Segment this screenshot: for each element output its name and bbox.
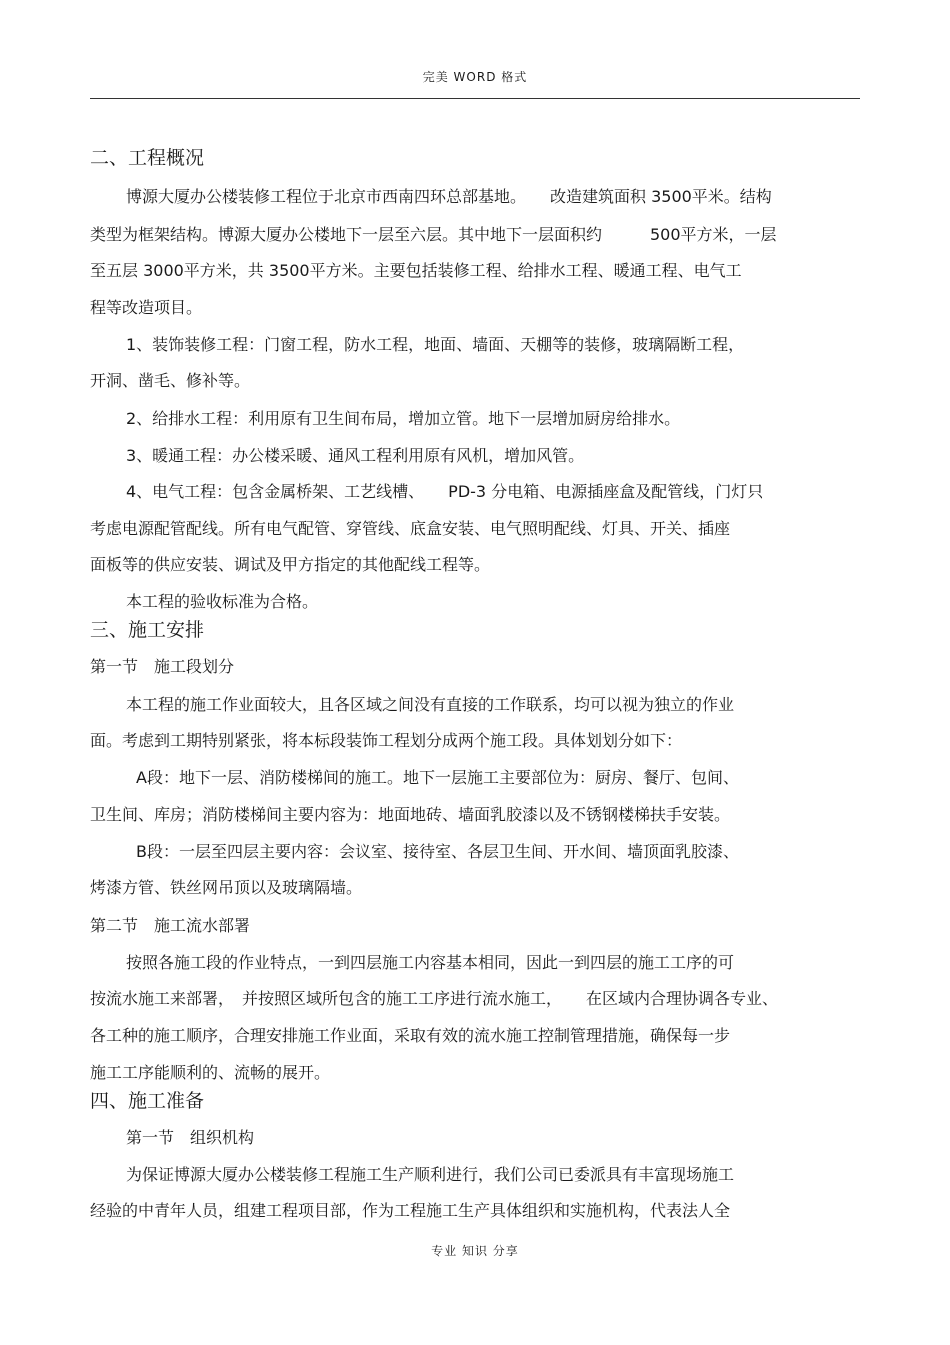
paragraph-line: 各工种的施工顺序，合理安排施工作业面，采取有效的流水施工控制管理措施，确保每一步 bbox=[90, 1026, 731, 1045]
page-header: 完美 WORD 格式 bbox=[422, 70, 528, 84]
paragraph-line: 经验的中青年人员，组建工程项目部，作为工程施工生产具体组织和实施机构，代表法人全 bbox=[90, 1201, 731, 1220]
paragraph-line: 3、暖通工程：办公楼采暖、通风工程利用原有风机，增加风管。 bbox=[126, 446, 585, 465]
paragraph-line: 博源大厦办公楼装修工程位于北京市西南四环总部基地。 改造建筑面积 3500平米。结构 bbox=[126, 187, 772, 206]
page-footer: 专业 知识 分享 bbox=[431, 1244, 519, 1258]
section-heading: 四、施工准备 bbox=[90, 1090, 205, 1112]
paragraph-line: 开洞、凿毛、修补等。 bbox=[90, 371, 251, 390]
paragraph-line: 4、电气工程：包含金属桥架、工艺线槽、 PD-3 分电箱、电源插座盒及配管线，门灯只 bbox=[126, 482, 764, 501]
paragraph-line: 至五层 3000平方米，共 3500平方米。主要包括装修工程、给排水工程、暖通工程、电气工 bbox=[90, 261, 742, 280]
subsection-heading: 第一节 施工段划分 bbox=[90, 657, 235, 676]
section-heading: 二、工程概况 bbox=[90, 147, 205, 169]
paragraph-line: 按流水施工来部署， 并按照区域所包含的施工工序进行流水施工， 在区域内合理协调各专业、 bbox=[90, 989, 779, 1008]
paragraph-line: A段：地下一层、消防楼梯间的施工。地下一层施工主要部位为：厨房、餐厅、包间、 bbox=[136, 768, 739, 787]
paragraph-line: 2、给排水工程：利用原有卫生间布局，增加立管。地下一层增加厨房给排水。 bbox=[126, 409, 681, 428]
paragraph-line: 程等改造项目。 bbox=[90, 298, 203, 317]
paragraph-line: 施工工序能顺利的、流畅的展开。 bbox=[90, 1063, 331, 1082]
paragraph-line: 考虑电源配管配线。所有电气配管、穿管线、底盒安装、电气照明配线、灯具、开关、插座 bbox=[90, 519, 731, 538]
paragraph-line: 本工程的验收标准为合格。 bbox=[126, 592, 319, 611]
section-heading: 三、施工安排 bbox=[90, 619, 205, 641]
subsection-heading: 第一节 组织机构 bbox=[126, 1128, 255, 1147]
paragraph-line: 本工程的施工作业面较大，且各区域之间没有直接的工作联系，均可以视为独立的作业 bbox=[126, 695, 735, 714]
paragraph-line: 1、装饰装修工程：门窗工程，防水工程，地面、墙面、天棚等的装修，玻璃隔断工程， bbox=[126, 335, 745, 354]
paragraph-line: 面。考虑到工期特别紧张，将本标段装饰工程划分成两个施工段。具体划划分如下： bbox=[90, 731, 683, 750]
paragraph-line: 烤漆方管、铁丝网吊顶以及玻璃隔墙。 bbox=[90, 878, 363, 897]
paragraph-line: 面板等的供应安装、调试及甲方指定的其他配线工程等。 bbox=[90, 555, 491, 574]
paragraph-line: 类型为框架结构。博源大厦办公楼地下一层至六层。其中地下一层面积约 500平方米，一层 bbox=[90, 225, 777, 244]
paragraph-line: B段：一层至四层主要内容：会议室、接待室、各层卫生间、开水间、墙顶面乳胶漆、 bbox=[136, 842, 739, 861]
paragraph-line: 卫生间、库房；消防楼梯间主要内容为：地面地砖、墙面乳胶漆以及不锈钢楼梯扶手安装。 bbox=[90, 805, 731, 824]
paragraph-line: 为保证博源大厦办公楼装修工程施工生产顺利进行，我们公司已委派具有丰富现场施工 bbox=[126, 1165, 735, 1184]
paragraph-line: 按照各施工段的作业特点，一到四层施工内容基本相同，因此一到四层的施工工序的可 bbox=[126, 953, 735, 972]
subsection-heading: 第二节 施工流水部署 bbox=[90, 916, 251, 935]
header-divider bbox=[90, 98, 860, 99]
